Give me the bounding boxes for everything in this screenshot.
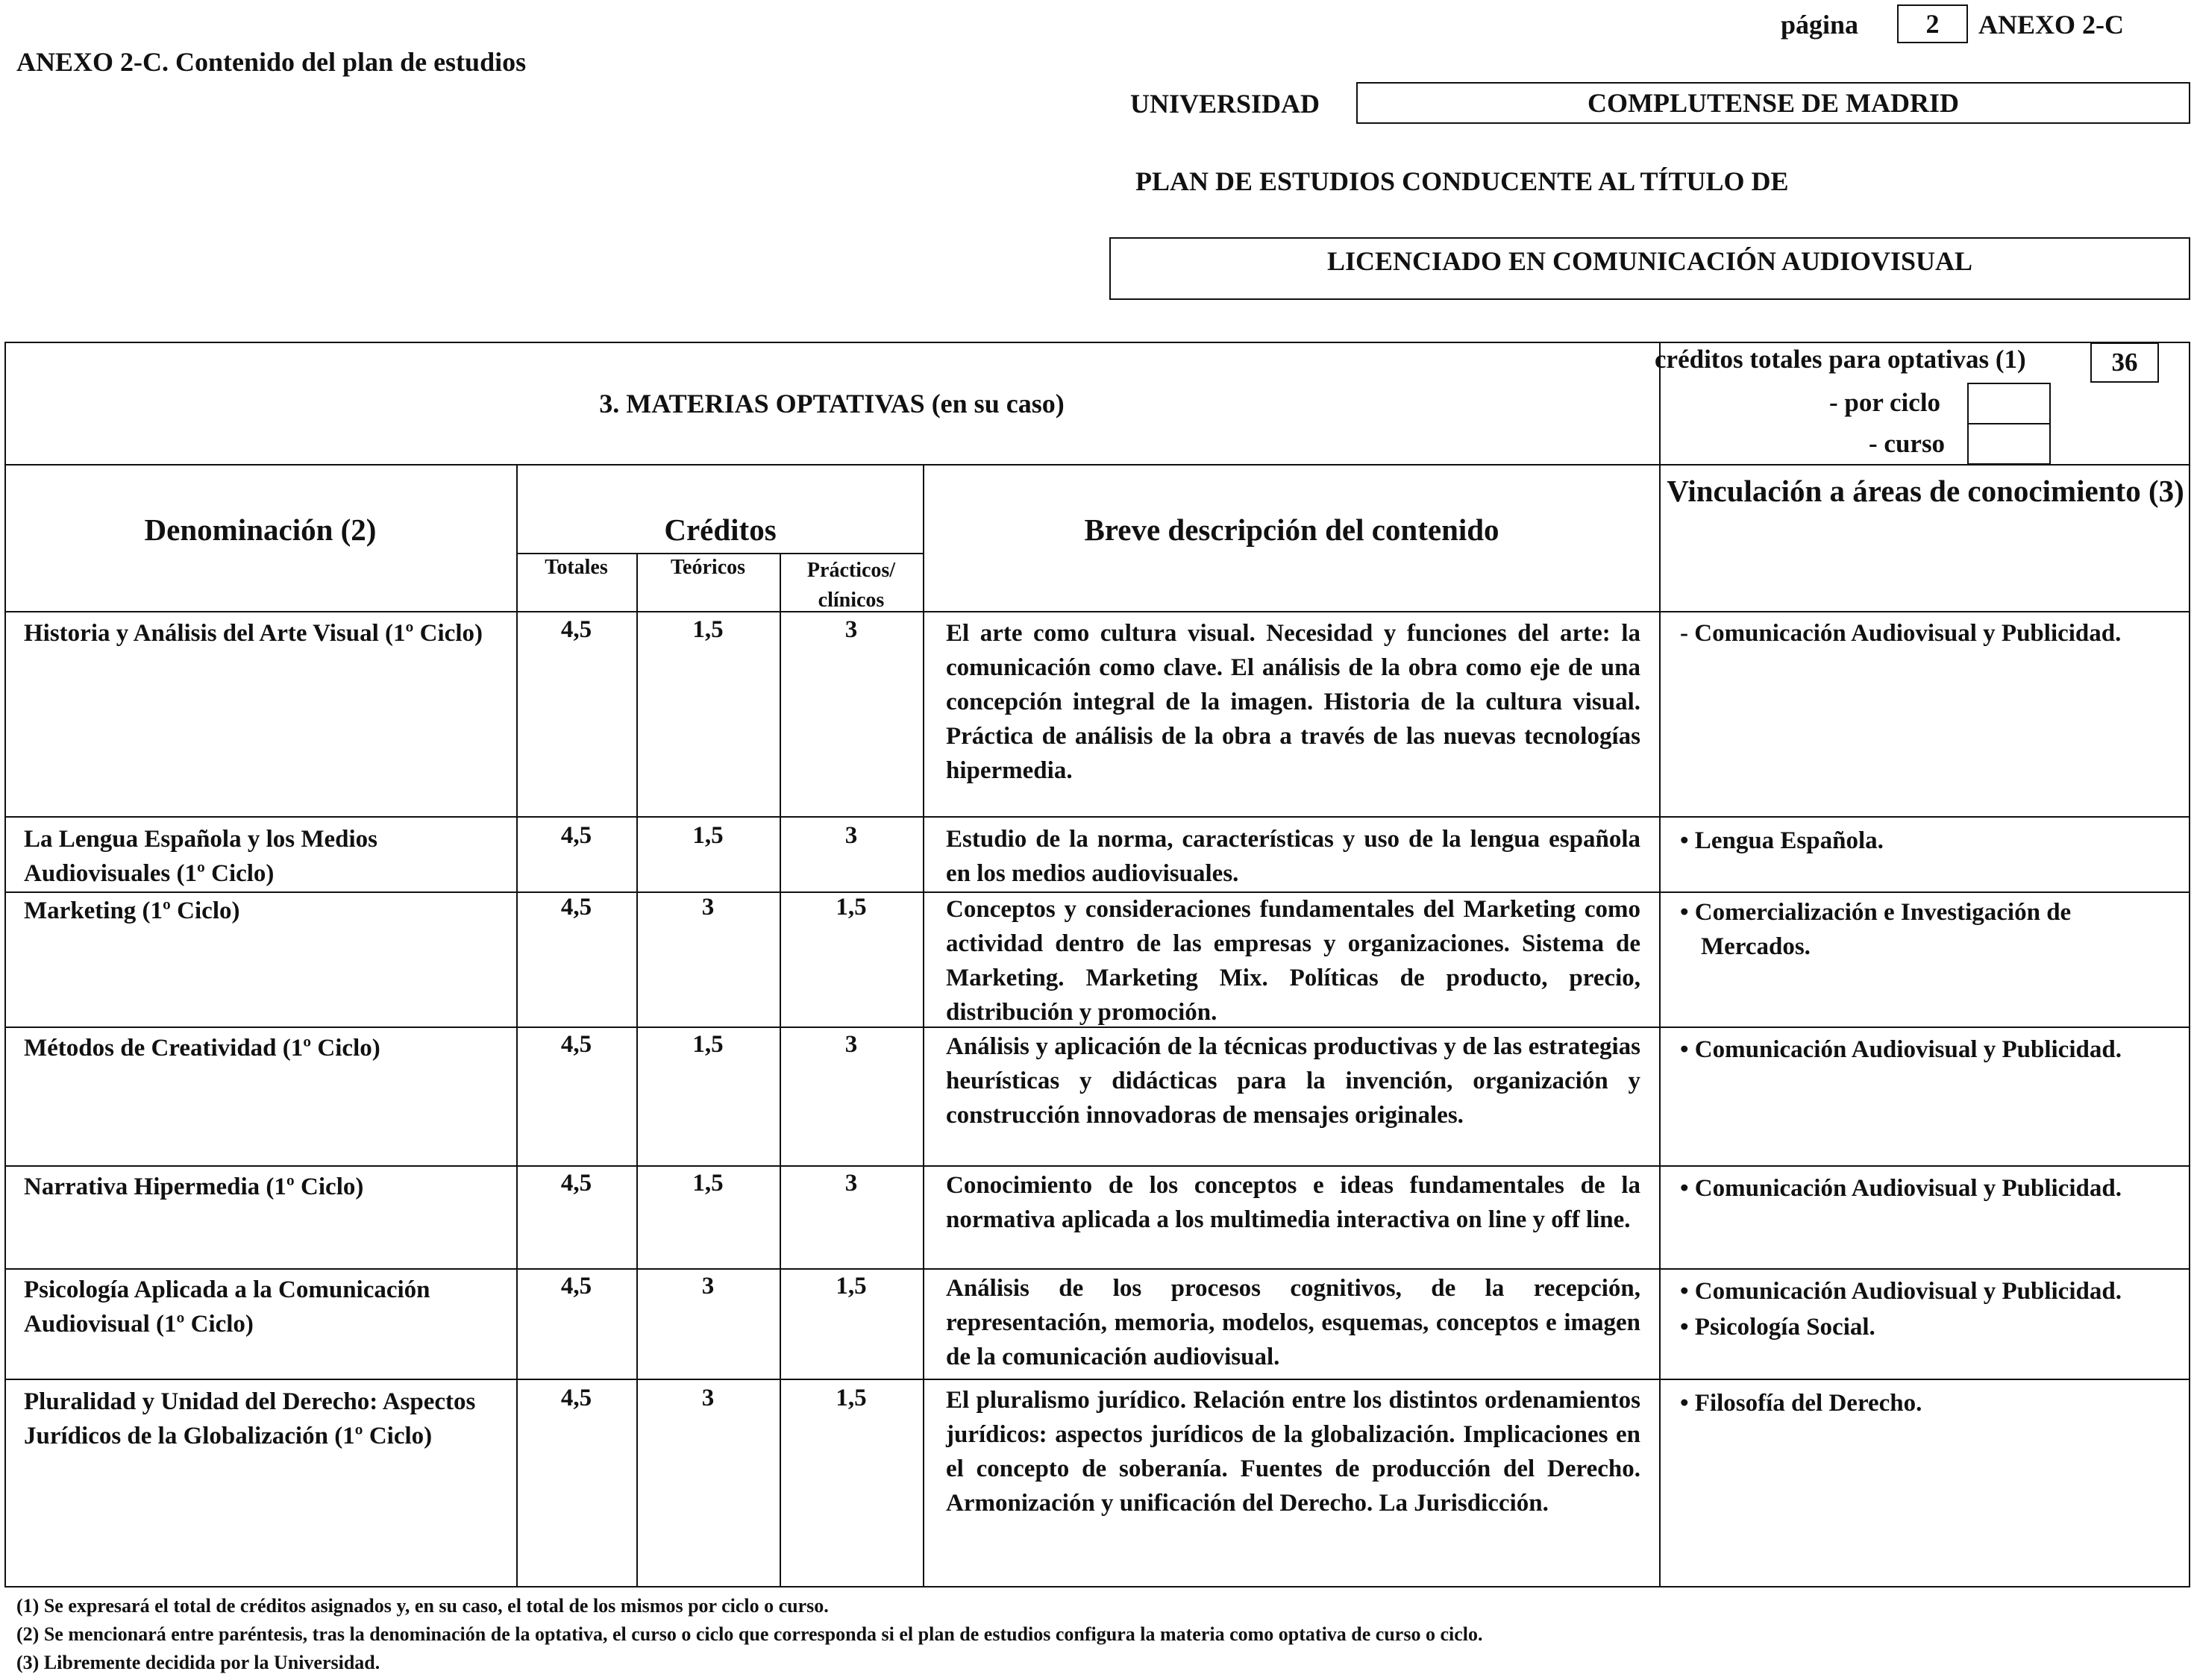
row-description: Estudio de la norma, características y uso de la lengua española en los medios audiovisuales. [946,826,1640,887]
page-number-box [1897,4,1968,43]
row-theory: 1,5 [692,1031,724,1058]
row-description: Conocimiento de los conceptos e ideas fundamentales de la normativa aplicada a los multimedia interactiva on line y off line. [946,1172,1640,1233]
rule [4,1379,2190,1380]
page-number: 2 [1925,9,1940,39]
per-cycle-box [1967,383,2051,424]
row-theory: 3 [701,1273,715,1300]
row-area: • Psicología Social. [1680,1314,1875,1341]
rule [1659,342,1661,1587]
degree-box [1109,237,2190,300]
row-description: Conceptos y consideraciones fundamentales del Marketing como actividad dentro de las empresas y organizaciones. Sistema de Marketing. Marketing Mix. Políticas de producto, precio, distribución y promoción. [946,896,1640,1026]
row-practice: 1,5 [836,1385,867,1411]
row-area: - Comunicación Audiovisual y Publicidad. [1680,620,2122,647]
page-label: página [1781,10,1859,40]
row-name: Historia y Análisis del Arte Visual (1º Ciclo) [24,620,483,647]
col-description-header: Breve descripción del contenido [1084,513,1499,547]
rule [780,553,781,1587]
row-theory: 1,5 [692,1170,724,1197]
rule [4,464,2190,466]
row-description: El arte como cultura visual. Necesidad y funciones del arte: la comunicación como clave. El análisis de la obra como eje de una concepción integral de la imagen. Historia de la cultura visual. Práctica de análisis de la obra a través de las nuevas tecnologías hipermedia. [946,620,1640,784]
col-name-header: Denominación (2) [144,513,377,547]
row-totals: 4,5 [560,1170,592,1197]
university-box [1356,82,2190,124]
row-name: La Lengua Española y los Medios Audiovisuales (1º Ciclo) [24,826,378,887]
rule [4,816,2190,818]
row-name: Narrativa Hipermedia (1º Ciclo) [24,1173,364,1200]
rule [516,553,924,554]
rule [4,1165,2190,1167]
row-theory: 3 [701,1385,715,1411]
rule [923,464,924,1587]
row-totals: 4,5 [560,894,592,921]
row-totals: 4,5 [560,822,592,849]
rule [4,611,2190,612]
row-area: • Filosofía del Derecho. [1680,1390,1922,1417]
row-practice: 3 [844,616,858,643]
row-totals: 4,5 [560,1273,592,1300]
row-practice: 3 [844,1170,858,1197]
credits-total-box [2090,342,2159,383]
footnote: (1) Se expresará el total de créditos asignados y, en su caso, el total de los mismos por ciclo o curso. [16,1595,829,1617]
row-description: El pluralismo jurídico. Relación entre los distintos ordenamientos jurídicos: aspectos jurídicos de la globalización. Implicaciones en el concepto de soberanía. Fuentes de producción del Derecho. Armonización y unificación del Derecho. La Jurisdicción. [946,1387,1640,1517]
col-practice-header: Prácticos/ clínicos [806,559,896,612]
annex-title: ANEXO 2-C. Contenido del plan de estudios [16,47,527,77]
row-totals: 4,5 [560,616,592,643]
row-name: Psicología Aplicada a la Comunicación Audiovisual (1º Ciclo) [24,1276,430,1338]
per-course-label: - curso [1869,429,1946,458]
annex-code: ANEXO 2-C [1978,10,2124,40]
row-name: Pluralidad y Unidad del Derecho: Aspectos Jurídicos de la Globalización (1º Ciclo) [24,1388,476,1449]
row-totals: 4,5 [560,1031,592,1058]
row-name: Marketing (1º Ciclo) [24,897,240,924]
col-areas-header: Vinculación a áreas de conocimiento (3) [1667,474,2184,508]
credits-total-value: 36 [2111,348,2138,377]
row-practice: 1,5 [836,1273,867,1300]
rule [636,553,638,1587]
col-theory-header: Teóricos [670,556,746,579]
row-description: Análisis de los procesos cognitivos, de la recepción, representación, memoria, modelos, esquemas, conceptos e imagen de la comunicación audiovisual. [946,1275,1640,1370]
row-practice: 3 [844,1031,858,1058]
row-name: Métodos de Creatividad (1º Ciclo) [24,1035,380,1062]
row-totals: 4,5 [560,1385,592,1411]
row-area: • Comunicación Audiovisual y Publicidad. [1680,1175,2122,1202]
col-totals-header: Totales [545,556,608,579]
row-area: • Lengua Española. [1680,827,1884,854]
rule [4,1268,2190,1270]
footnote: (2) Se mencionará entre paréntesis, tras la denominación de la optativa, el curso o ciclo que corresponda si el plan de estudios configura la materia como optativa de curso o ciclo. [16,1623,1483,1645]
footnote: (3) Libremente decidida por la Universidad. [16,1652,380,1673]
plan-label: PLAN DE ESTUDIOS CONDUCENTE AL TÍTULO DE [1135,166,1789,196]
row-theory: 3 [701,894,715,921]
row-practice: 3 [844,822,858,849]
row-theory: 1,5 [692,616,724,643]
credits-total-label: créditos totales para optativas (1) [1655,345,2026,374]
university-name: COMPLUTENSE DE MADRID [1587,88,1960,118]
row-area: • Comercialización e Investigación de Mercados. [1680,899,2072,960]
row-description: Análisis y aplicación de la técnicas productivas y de las estrategias heurísticas y didácticas para la invención, organización y construcción innovadoras de mensajes originales. [946,1033,1640,1129]
per-course-box [1967,423,2051,465]
section-title: 3. MATERIAS OPTATIVAS (en su caso) [599,389,1065,419]
university-label: UNIVERSIDAD [1130,89,1320,119]
row-theory: 1,5 [692,822,724,849]
row-practice: 1,5 [836,894,867,921]
row-area: • Comunicación Audiovisual y Publicidad. [1680,1036,2122,1063]
row-area: • Comunicación Audiovisual y Publicidad. [1680,1278,2122,1305]
degree-title: LICENCIADO EN COMUNICACIÓN AUDIOVISUAL [1326,246,1973,276]
per-cycle-label: - por ciclo [1829,388,1941,417]
col-credits-header: Créditos [664,513,777,547]
